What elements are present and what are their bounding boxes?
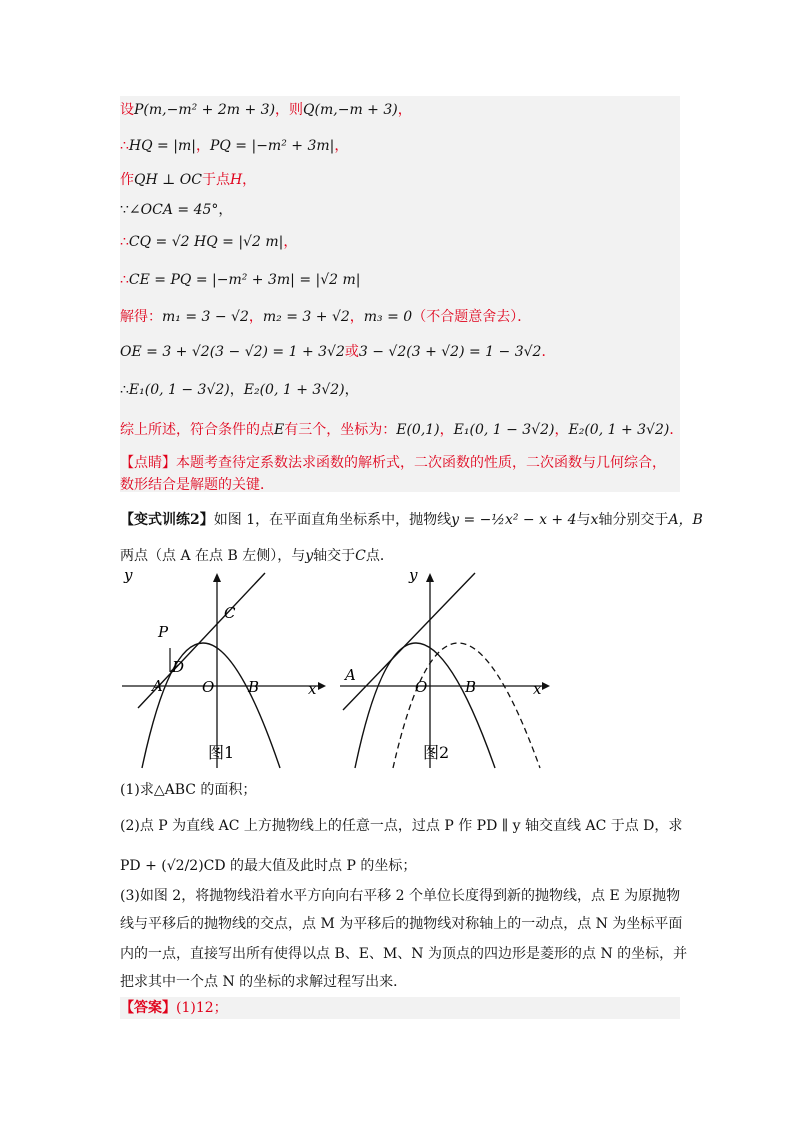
comment-line-1: 【点睛】本题考查待定系数法求函数的解析式，二次函数的性质，二次函数与几何综合， — [120, 455, 666, 471]
sol-line-6 — [120, 270, 361, 290]
text: （不合题意舍去）． — [412, 309, 532, 325]
sol-line-10 — [120, 420, 683, 440]
text: ， — [439, 422, 454, 438]
label-a: A — [152, 677, 163, 695]
text: 轴分别交于 — [598, 512, 669, 528]
text: ∵ — [120, 202, 129, 218]
text: 于点 — [201, 172, 230, 188]
comment-note — [120, 452, 680, 496]
text: ∴ — [120, 382, 129, 398]
sol-line-5 — [120, 232, 297, 252]
formula: Q(m,−m + 3) — [303, 102, 398, 118]
text: ， — [242, 172, 257, 188]
formula: HQ = |m| — [128, 138, 196, 154]
text: ，则 — [275, 102, 304, 118]
formula: E — [274, 422, 285, 438]
text: ， — [397, 102, 412, 118]
question-3-line-1: (3)如图 2，将抛物线沿着水平方向向右平移 2 个单位长度得到新的抛物线，点 E 为原抛物 — [120, 888, 681, 904]
text: ， — [218, 202, 233, 218]
formula: P(m,−m² + 2m + 3) — [134, 102, 276, 118]
text: ， — [334, 138, 349, 154]
label-o: O — [415, 678, 428, 696]
sol-line-8 — [120, 342, 555, 362]
question-2-line-1: (2)点 P 为直线 AC 上方抛物线上的任意一点，过点 P 作 PD ∥ y 轴交直线 AC 于点 D，求 — [120, 818, 683, 834]
formula: PQ = |−m² + 3m| — [209, 138, 335, 154]
formula: E₂(0, 1 + 3√2) — [243, 382, 345, 398]
text: ， — [344, 382, 359, 398]
y-axis-arrow — [213, 573, 221, 582]
answer-label: 【答案】 — [120, 1000, 176, 1016]
figure-caption: 图1 — [208, 743, 235, 762]
text: 如图 1，在平面直角坐标系中，抛物线 — [213, 512, 452, 528]
question-1: (1)求△ABC 的面积； — [120, 782, 257, 798]
text: 有三个，坐标为： — [284, 422, 397, 438]
formula: m₂ = 3 + √2 — [262, 309, 350, 325]
label-y: y — [409, 568, 418, 584]
shifted-parabola — [393, 643, 540, 768]
comment-line-2: 数形结合是解题的关键． — [120, 477, 274, 493]
label-o: O — [202, 678, 215, 696]
formula: E₂(0, 1 + 3√2) — [568, 422, 670, 438]
equation: y = −½x² − x + 4 — [451, 512, 577, 528]
formula: QH ⊥ OC — [134, 172, 202, 188]
question-3-line-4: 把求其中一个点 N 的坐标的求解过程写出来． — [120, 974, 408, 990]
answer-line — [120, 998, 228, 1018]
formula: 3 − √2(3 + √2) = 1 − 3√2 — [358, 344, 542, 360]
label-x: x — [533, 680, 542, 698]
label-c: C — [224, 604, 236, 622]
label-b: B — [248, 678, 260, 696]
text: 点． — [365, 548, 394, 564]
sol-line-7 — [120, 307, 531, 327]
formula: A，B — [668, 512, 703, 528]
label-a: A — [345, 666, 356, 684]
text: ， — [229, 382, 244, 398]
text: ∴ — [120, 138, 129, 154]
text: 作 — [120, 172, 134, 188]
text: ， — [195, 138, 210, 154]
text: ， — [349, 309, 364, 325]
text: ， — [248, 309, 263, 325]
text: 解得： — [120, 309, 162, 325]
text: 或 — [344, 344, 359, 360]
x-axis-arrow — [542, 682, 550, 690]
text: 设 — [120, 102, 134, 118]
formula: OE = 3 + √2(3 − √2) = 1 + 3√2 — [120, 344, 345, 360]
formula: CE = PQ = |−m² + 3m| = |√2 m| — [128, 272, 361, 288]
formula: E₁(0, 1 − 3√2) — [128, 382, 230, 398]
sol-line-4 — [120, 200, 232, 220]
question-2-line-2: PD + (√2/2)CD 的最大值及此时点 P 的坐标； — [120, 858, 417, 874]
question-3-line-2: 线与平移后的抛物线的交点，点 M 为平移后的抛物线对称轴上的一动点，点 N 为坐标平面 — [120, 916, 683, 932]
line-ac — [343, 573, 475, 710]
formula: CQ = √2 HQ = |√2 m| — [128, 234, 284, 250]
formula: E(0,1) — [396, 422, 440, 438]
sol-line-9 — [120, 380, 359, 400]
formula: ∠OCA = 45° — [128, 202, 219, 218]
x-axis-arrow — [318, 682, 326, 690]
question-3-line-3: 内的一点，直接写出所有使得以点 B、E、M、N 为顶点的四边形是菱形的点 N 的坐标，并 — [120, 946, 688, 962]
text: ， — [283, 234, 298, 250]
formula: E₁(0, 1 − 3√2) — [453, 422, 555, 438]
text: ． — [669, 422, 684, 438]
figure-caption: 图2 — [423, 743, 450, 762]
y-axis-arrow — [426, 573, 434, 582]
text: 与 — [576, 512, 591, 528]
problem-line-2 — [120, 546, 394, 566]
formula: m₃ = 0 — [363, 309, 413, 325]
formula: y — [305, 548, 314, 564]
text: 综上所述，符合条件的点 — [120, 422, 274, 438]
formula: H — [229, 172, 243, 188]
label-d: D — [172, 658, 185, 676]
text: 轴交于 — [313, 548, 356, 564]
label-p: P — [158, 623, 169, 641]
formula: C — [355, 548, 366, 564]
sol-line-1 — [120, 100, 412, 120]
formula: m₁ = 3 − √2 — [162, 309, 249, 325]
label-b: B — [465, 678, 477, 696]
formula: x — [590, 512, 599, 528]
sol-line-2 — [120, 136, 348, 156]
problem-line-1 — [120, 510, 703, 530]
text: ∴ — [120, 234, 129, 250]
sol-line-3 — [120, 170, 256, 190]
figure-2 — [335, 568, 555, 773]
text: ∴ — [120, 272, 129, 288]
label-x: x — [308, 680, 317, 698]
problem-heading: 【变式训练2】 — [120, 512, 214, 528]
figure-1 — [120, 568, 330, 773]
label-y: y — [124, 568, 133, 584]
text: 两点（点 A 在点 B 左侧），与 — [120, 548, 306, 564]
text: ， — [554, 422, 569, 438]
text: ． — [541, 344, 556, 360]
answer-value: (1)12； — [176, 1000, 228, 1016]
